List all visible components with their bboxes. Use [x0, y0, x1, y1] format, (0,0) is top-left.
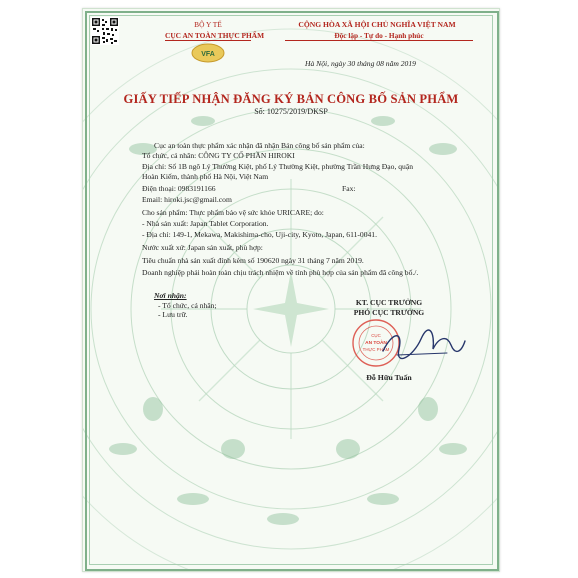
body-email: Email: hiroki.jsc@gmail.com: [142, 195, 232, 204]
vfa-logo-icon: [191, 43, 225, 63]
certificate-document: [82, 8, 500, 572]
recipient-item: - Tổ chức, cá nhân;: [158, 301, 217, 310]
country-name: CỘNG HÒA XÃ HỘI CHỦ NGHĨA VIỆT NAM: [298, 20, 456, 29]
body-manufacturer: - Nhà sản xuất: Japan Tablet Corporation.: [142, 219, 269, 228]
ministry-name: BỘ Y TẾ: [194, 20, 222, 29]
body-address-line-1: Địa chỉ: Số 1B ngõ Lý Thường Kiệt, phố Lý Thường Kiệt, phường Trần Hưng Đạo, quận: [142, 162, 414, 171]
signatory-subtitle: PHÓ CỤC TRƯỞNG: [353, 308, 425, 317]
body-product: Cho sản phẩm: Thực phẩm bảo vệ sức khỏe URICARE; do:: [142, 208, 324, 217]
document-number: Số: 10275/2019/DKSP: [254, 107, 328, 116]
document-title: GIẤY TIẾP NHẬN ĐĂNG KÝ BẢN CÔNG BỐ SẢN PHẨM: [123, 92, 459, 106]
body-address-line-2: Hoàn Kiếm, thành phố Hà Nội, Việt Nam: [142, 172, 269, 181]
recipient-item: - Lưu trữ.: [158, 310, 188, 319]
logo-text: VFA: [201, 51, 215, 58]
body-intro: Cục an toàn thực phẩm xác nhận đã nhận Bản công bố sản phẩm của:: [154, 141, 365, 150]
agency-name: CỤC AN TOÀN THỰC PHẨM: [165, 31, 265, 40]
body-responsibility: Doanh nghiệp phải hoàn toàn chịu trách nhiệm về tính phù hợp của sản phẩm đã công bố./.: [142, 268, 419, 277]
issue-date: Hà Nội, ngày 30 tháng 08 năm 2019: [305, 59, 416, 68]
recipients-heading: Nơi nhận:: [154, 291, 187, 300]
stamp-text: AN TOÀN: [365, 341, 387, 346]
body-manufacturer-address: - Địa chỉ: 149-1, Mekawa, Makishima-cho, Uji-city, Kyoto, Japan, 611-0041.: [142, 230, 378, 239]
stamp-text: CỤC: [371, 333, 381, 338]
handwritten-signature-icon: [377, 327, 467, 361]
national-motto: Độc lập - Tự do - Hạnh phúc: [285, 32, 473, 41]
qr-code-icon: [91, 17, 119, 45]
body-phone: Điện thoại: 0983191166: [142, 184, 216, 193]
signatory-title: KT. CỤC TRƯỞNG: [355, 298, 423, 307]
body-fax: Fax:: [342, 184, 356, 193]
body-organization: Tổ chức, cá nhân: CÔNG TY CỔ PHẦN HIROKI: [142, 151, 295, 160]
stamp-text: THỰC PHẨM: [362, 347, 390, 352]
signatory-name: Đỗ Hữu Tuấn: [366, 373, 412, 382]
body-standard: Tiêu chuẩn nhà sản xuất đính kèm số 190620 ngày 31 tháng 7 năm 2019.: [142, 256, 364, 265]
body-origin: Nước xuất xứ: Japan sản xuất, phù hợp:: [142, 243, 263, 252]
